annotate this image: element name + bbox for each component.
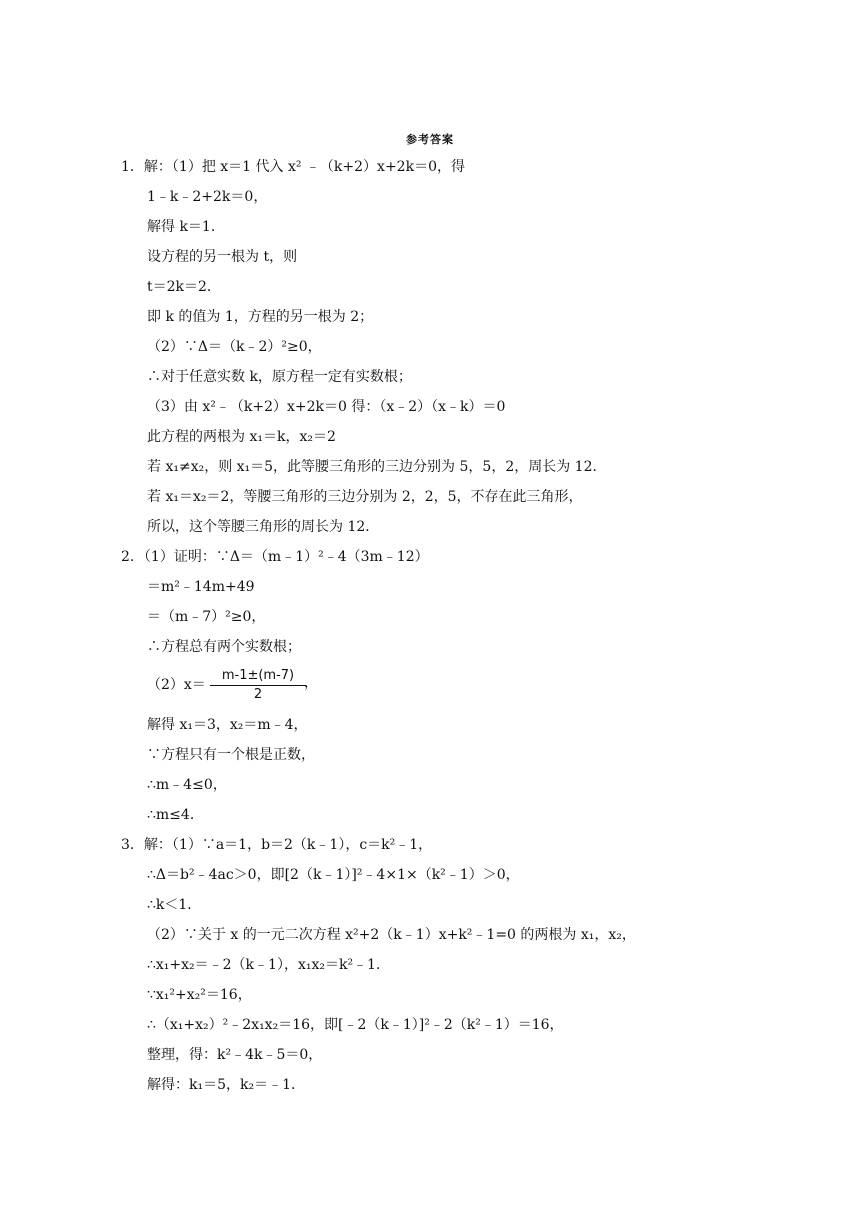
text-line: 解得：k₁＝5，k₂＝﹣1． <box>147 1077 306 1093</box>
text-line: 所以，这个等腰三角形的周长为 12． <box>147 519 380 535</box>
text-line: （2）x＝ <box>147 677 206 693</box>
text-line: （2）∵Δ＝（k﹣2）²≥0， <box>147 339 322 355</box>
text-line: ∴x₁+x₂＝﹣2（k﹣1），x₁x₂＝k²﹣1． <box>147 957 390 973</box>
text-line: 若 x₁＝x₂＝2，等腰三角形的三边分别为 2，2，5，不存在此三角形， <box>147 489 583 505</box>
text-line: 1﹣k﹣2+2k＝0， <box>147 189 268 205</box>
text-line: ∵x₁²+x₂²＝16， <box>147 987 252 1003</box>
text-line: 即 k 的值为 1，方程的另一根为 2； <box>147 309 374 325</box>
text-line: 整理，得：k²﹣4k﹣5＝0， <box>147 1047 323 1063</box>
text-line: （2）∵关于 x 的一元二次方程 x²+2（k﹣1）x+k²﹣1=0 的两根为 x₁，x₂， <box>147 927 636 943</box>
text-line: ∴Δ＝b²﹣4ac＞0，即[2（k﹣1）]²﹣4×1×（k²﹣1）＞0， <box>147 867 520 883</box>
text-line: 解得 k＝1． <box>147 219 225 235</box>
text-line: ∴m≤4． <box>147 807 204 823</box>
text-line: ＝（m﹣7）²≥0， <box>147 609 266 625</box>
fraction-formula <box>210 668 306 703</box>
text-line: 此方程的两根为 x₁＝k，x₂＝2 <box>147 429 336 445</box>
text-line: ＝m²﹣14m+49 <box>147 579 255 595</box>
fraction-bar <box>210 685 306 686</box>
text-line: 设方程的另一根为 t，则 <box>147 249 298 265</box>
text-line: （3）由 x²﹣（k+2）x+2k＝0 得：（x﹣2）（x﹣k）＝0 <box>147 399 506 415</box>
text-line: t＝2k＝2． <box>147 279 221 295</box>
text-line: 3．解：（1）∵a＝1，b＝2（k﹣1），c＝k²﹣1， <box>121 837 433 853</box>
text-line: ∴k＜1． <box>147 897 202 913</box>
text-line: 若 x₁≠x₂，则 x₁＝5，此等腰三角形的三边分别为 5，5，2，周长为 12． <box>147 459 607 475</box>
text-line: ∴（x₁+x₂）²﹣2x₁x₂＝16，即[﹣2（k﹣1）]²﹣2（k²﹣1）＝16， <box>147 1017 564 1033</box>
fraction-numerator: m-1±(m-7) <box>221 668 295 683</box>
fraction-denominator: 2 <box>253 687 263 702</box>
text-line: 解得 x₁＝3，x₂＝m﹣4， <box>147 717 308 733</box>
fraction-suffix: ， <box>304 675 318 691</box>
text-line: 2．（1）证明：∵Δ＝（m﹣1）²﹣4（3m﹣12） <box>121 549 429 565</box>
text-line: 1．解：（1）把 x＝1 代入 x² ﹣（k+2）x+2k＝0，得 <box>121 159 465 175</box>
text-line: ∵方程只有一个根是正数， <box>147 747 315 763</box>
text-line: ∴对于任意实数 k，原方程一定有实数根； <box>147 369 412 385</box>
text-line: ∴方程总有两个实数根； <box>147 639 301 655</box>
page-title: 参考答案 <box>406 133 454 146</box>
text-line: ∴m﹣4≤0， <box>147 777 227 793</box>
